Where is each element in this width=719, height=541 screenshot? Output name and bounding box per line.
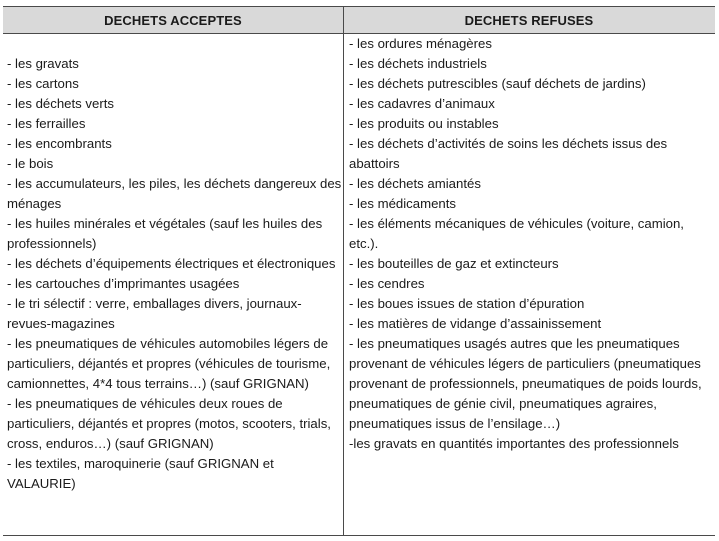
refused-item: - les déchets amiantés: [349, 176, 481, 191]
accepted-item: - les cartouches d’imprimantes usagées: [7, 276, 240, 291]
accepted-item: - le tri sélectif : verre, emballages divers, journaux-revues-magazines: [7, 296, 302, 331]
refused-list: [343, 34, 715, 537]
accepted-list: [3, 34, 343, 537]
accepted-item: - les accumulateurs, les piles, les déchets dangereux des ménages: [7, 176, 342, 211]
refused-item: - les pneumatiques usagés autres que les pneumatiques provenant de véhicules légers de particuliers (pneumatiques provenant de professionnels, pneumatiques de poids lourds, pneumatiques de génie civil, pneumatiques agraires, pneumatiques issus de l’ensilage…): [349, 336, 702, 431]
refused-item: - les ordures ménagères: [349, 36, 492, 51]
accepted-item: - les cartons: [7, 76, 79, 91]
accepted-item: - les encombrants: [7, 136, 112, 151]
accepted-item: - les déchets verts: [7, 96, 115, 111]
header-refused: DECHETS REFUSES: [464, 12, 594, 28]
table-header-row: [3, 7, 715, 34]
refused-item: - les médicaments: [349, 196, 457, 211]
refused-item: - les cendres: [349, 276, 425, 291]
refused-item: - les déchets d’activités de soins les déchets issus des abattoirs: [349, 136, 668, 171]
refused-item: - les déchets industriels: [349, 56, 487, 71]
accepted-item: - le bois: [7, 156, 54, 171]
accepted-item: - les pneumatiques de véhicules deux roues de particuliers, déjantés et propres (motos, scooters, trials, cross, enduros…) (sauf GRIGNAN): [7, 396, 331, 451]
column-divider: [343, 7, 344, 535]
refused-item: - les bouteilles de gaz et extincteurs: [349, 256, 559, 271]
accepted-item: - les gravats: [7, 56, 79, 71]
refused-item: - les déchets putrescibles (sauf déchets de jardins): [349, 76, 646, 91]
accepted-item: - les ferrailles: [7, 116, 86, 131]
accepted-item: - les huiles minérales et végétales (sauf les huiles des professionnels): [7, 216, 323, 251]
refused-item: - les boues issues de station d’épuration: [349, 296, 585, 311]
refused-item: - les éléments mécaniques de véhicules (voiture, camion, etc.).: [349, 216, 684, 251]
refused-item: - les cadavres d’animaux: [349, 96, 495, 111]
accepted-item: - les pneumatiques de véhicules automobiles légers de particuliers, déjantés et propres (véhicules de tourisme, camionnettes, 4*4 tous terrains…) (sauf GRIGNAN): [7, 336, 331, 391]
accepted-item: - les textiles, maroquinerie (sauf GRIGNAN et VALAURIE): [7, 456, 274, 491]
refused-item: - les produits ou instables: [349, 116, 499, 131]
header-accepted: DECHETS ACCEPTES: [104, 12, 242, 28]
waste-table: [3, 6, 715, 536]
table-body-row: [3, 34, 715, 537]
refused-item: - les matières de vidange d’assainissement: [349, 316, 602, 331]
accepted-item: - les déchets d’équipements électriques et électroniques: [7, 256, 336, 271]
refused-item: -les gravats en quantités importantes des professionnels: [349, 436, 679, 451]
